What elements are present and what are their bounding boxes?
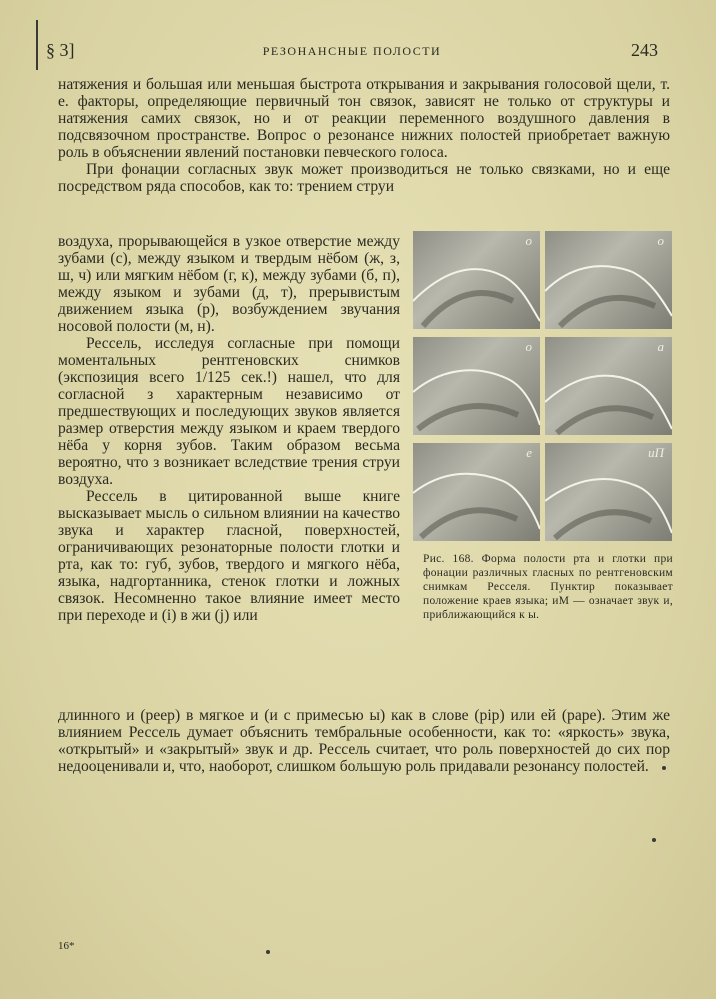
xray-panel	[413, 337, 540, 435]
paragraph: длинного и (реер) в мягкое и (и с примесью ы) как в слове (рір) или ей (раре). Этим же влиянием Рессель думает объяснить тембральные особенности, как то: «яркость» звука, «открытый» и «закрытый» звук и др. Рессель считает, что роль поверхностей до сих пор недооценивали и, что, наоборот, слишком большую роль придавали резонансу полостей.	[58, 707, 670, 775]
running-header	[46, 40, 658, 64]
body-text-top	[58, 76, 670, 195]
panel-label: o	[525, 233, 532, 248]
ink-speck	[662, 766, 666, 770]
xray-image	[413, 443, 540, 541]
xray-panel	[545, 231, 672, 329]
margin-mark	[36, 20, 38, 70]
paragraph: Рессель, исследуя согласные при помощи моментальных рентгеновских снимков (экспозиция всего 1/125 сек.!) нашел, что для согласной з характерным независимо от предшествующих и последующих звуков является размер отверстия между языком и краем твердого нёба у корня зубов. Таким образом весьма вероятно, что з возникает вследствие трения струи воздуха.	[58, 335, 400, 488]
xray-panel	[545, 337, 672, 435]
xray-panel	[413, 443, 540, 541]
ink-speck	[652, 838, 656, 842]
section-number: § 3]	[46, 40, 75, 60]
figure-caption: Рис. 168. Форма полости рта и глотки при фонации различных гласных по рентгеновским снимкам Ресселя. Пунктир показывает положение краев языка; иМ — означает звук и, приближающийся к ы.	[423, 553, 673, 621]
panel-label: e	[526, 445, 532, 460]
paragraph: натяжения и большая или меньшая быстрота открывания и закрывания голосовой щели, т. е. факторы, определяющие первичный тон связок, зависят не только от структуры и натяжения самих связок, но и от реакции переменного воздушного давления в подсвязочном пространстве. Вопрос о резонансе нижних полостей приобретает важную роль в объяснении явлений постановки певческого голоса.	[58, 76, 670, 161]
xray-image	[545, 337, 672, 435]
xray-figure	[413, 231, 672, 544]
xray-image	[545, 231, 672, 329]
xray-image	[413, 337, 540, 435]
paragraph: воздуха, прорывающейся в узкое отверстие между зубами (с), между языком и твердым нёбом (ж, з, ш, ч) или мягким нёбом (г, к), между зубами (б, п), между языком и зубами (д, т), прерывистым движением языка (р), возбуждением звучания носовой полости (м, н).	[58, 233, 400, 335]
xray-panel	[413, 231, 540, 329]
ink-speck	[266, 950, 270, 954]
xray-image	[413, 231, 540, 329]
panel-label: иП	[648, 445, 664, 460]
paragraph: При фонации согласных звук может производиться не только связками, но и еще посредством ряда способов, как то: трением струи	[58, 161, 670, 195]
panel-label: a	[657, 339, 664, 354]
paragraph: Рессель в цитированной выше книге высказывает мысль о сильном влиянии на качество звука и характер гласной, поверхностей, ограничивающих резонаторные полости глотки и рта, как то: губ, зубов, твердого и мягкого нёба, языка, надгортанника, стенок глотки и ложных связок. Несомненно такое влияние имеет место при переходе и (і) в жи (ј) или	[58, 488, 400, 624]
body-text-bottom	[58, 707, 670, 775]
signature-mark: 16*	[58, 940, 75, 952]
panel-label: o	[525, 339, 532, 354]
page-number: 243	[631, 40, 658, 60]
running-title: РЕЗОНАНСНЫЕ ПОЛОСТИ	[262, 44, 442, 58]
panel-label: o	[657, 233, 664, 248]
body-text-left-column	[58, 233, 400, 624]
xray-panel	[545, 443, 672, 541]
